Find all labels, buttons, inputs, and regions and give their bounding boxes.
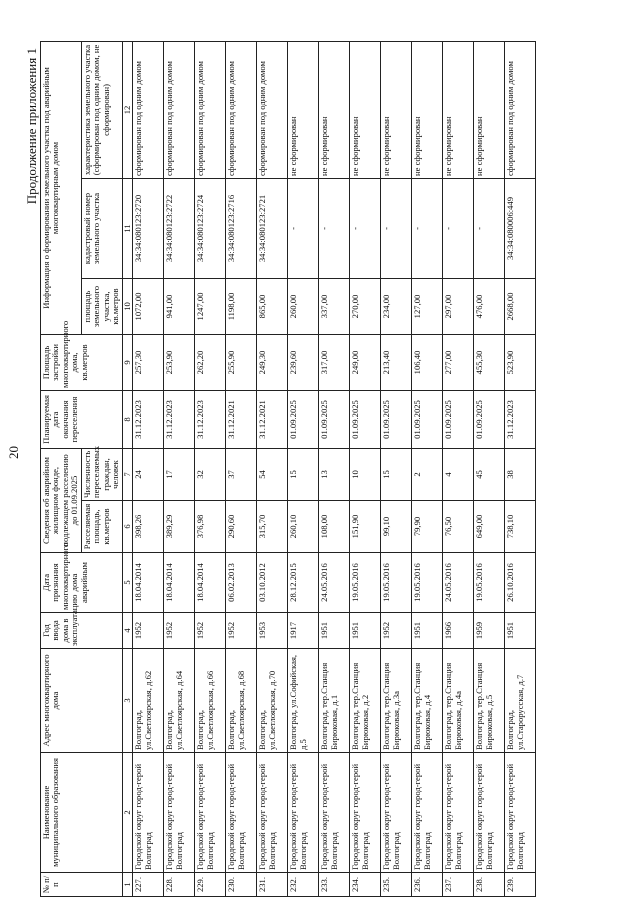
table-row — [288, 41, 319, 896]
cadastral-cell: 34:34:080123:2721 — [257, 178, 288, 278]
building-area-cell: 106,40 — [412, 334, 443, 390]
resettle-area-cell: 79,90 — [412, 501, 443, 553]
table-row — [319, 41, 350, 896]
cadastral-cell: - — [381, 178, 412, 278]
land-area-cell: 476,00 — [474, 278, 505, 334]
resettle-people-cell: 37 — [226, 448, 257, 500]
address-cell: Волгоград, тер.Станция Бирюковая, д.4а — [443, 649, 474, 753]
cadastral-cell: - — [474, 178, 505, 278]
municipality-cell: Городской округ город-герой Волгоград — [443, 753, 474, 873]
resettle-people-cell: 10 — [350, 448, 381, 500]
resettle-area-cell: 649,00 — [474, 501, 505, 553]
cadastral-cell: - — [350, 178, 381, 278]
resettle-people-cell: 15 — [381, 448, 412, 500]
date-recognized-cell: 03.10.2012 — [257, 553, 288, 613]
resettle-area-cell: 151,90 — [350, 501, 381, 553]
resettle-area-cell: 376,98 — [195, 501, 226, 553]
header-resettle-group: Сведения об аварийном жилищном фонде, подлежащем расселению до 01.09.2025 — [41, 448, 82, 552]
header-building-area: Площадь застройки многоквартирного дома, кв.метров — [41, 334, 123, 390]
building-area-cell: 255,90 — [226, 334, 257, 390]
municipality-cell: Городской округ город-герой Волгоград — [505, 753, 536, 873]
table-row — [474, 41, 505, 896]
resettle-people-cell: 13 — [319, 448, 350, 500]
characteristic-cell: не сформирован — [443, 41, 474, 178]
date-recognized-cell: 18.04.2014 — [195, 553, 226, 613]
building-area-cell: 277,00 — [443, 334, 474, 390]
resettle-people-cell: 32 — [195, 448, 226, 500]
address-cell: Волгоград, ул.Светлоярская, д.70 — [257, 649, 288, 753]
building-area-cell: 257,30 — [133, 334, 164, 390]
row-number: 230. — [226, 873, 257, 897]
column-numbers-row — [122, 41, 132, 896]
resettle-people-cell: 2 — [412, 448, 443, 500]
year-cell: 1951 — [412, 613, 443, 649]
table-row — [226, 41, 257, 896]
characteristic-cell: не сформирован — [288, 41, 319, 178]
characteristic-cell: не сформирован — [474, 41, 505, 178]
row-number: 233. — [319, 873, 350, 897]
address-cell: Волгоград, тер.Станция Бирюковая, д.1 — [319, 649, 350, 753]
year-cell: 1952 — [164, 613, 195, 649]
resettle-area-cell: 76,50 — [443, 501, 474, 553]
resettle-people-cell: 45 — [474, 448, 505, 500]
header-characteristic: характеристика земельного участка (сформирован под одним домом, не сформирован) — [81, 41, 122, 178]
column-number: 11 — [122, 178, 132, 278]
address-cell: Волгоград, тер.Станция Бирюковая, д.5 — [474, 649, 505, 753]
municipality-cell: Городской округ город-герой Волгоград — [257, 753, 288, 873]
land-area-cell: 941,00 — [164, 278, 195, 334]
municipality-cell: Городской округ город-герой Волгоград — [319, 753, 350, 873]
header-land-group: Информация о формировании земельного участка под аварийным многоквартирным домом — [41, 41, 82, 334]
column-number: 4 — [122, 613, 132, 649]
table-row — [164, 41, 195, 896]
date-recognized-cell: 19.05.2016 — [412, 553, 443, 613]
building-area-cell: 523,90 — [505, 334, 536, 390]
planned-end-cell: 01.09.2025 — [381, 390, 412, 448]
header-num: № п/п — [41, 873, 123, 897]
year-cell: 1952 — [381, 613, 412, 649]
table-body — [133, 41, 536, 896]
cadastral-cell: 34:34:080123:2722 — [164, 178, 195, 278]
municipality-cell: Городской округ город-герой Волгоград — [288, 753, 319, 873]
emergency-housing-table — [40, 41, 536, 897]
address-cell: Волгоград, ул.Софийская, д.5 — [288, 649, 319, 753]
table-row — [412, 41, 443, 896]
resettle-people-cell: 38 — [505, 448, 536, 500]
table-row — [381, 41, 412, 896]
address-cell: Волгоград, тер.Станция Бирюковая, д.3а — [381, 649, 412, 753]
cadastral-cell: 34:34:080123:2724 — [195, 178, 226, 278]
resettle-area-cell: 315,70 — [257, 501, 288, 553]
resettle-area-cell: 260,10 — [288, 501, 319, 553]
land-area-cell: 865,00 — [257, 278, 288, 334]
row-number: 234. — [350, 873, 381, 897]
land-area-cell: 1072,00 — [133, 278, 164, 334]
address-cell: Волгоград, тер.Станция Бирюковая, д.4 — [412, 649, 443, 753]
building-area-cell: 213,40 — [381, 334, 412, 390]
table-row — [195, 41, 226, 896]
address-cell: Волгоград, ул.Светлоярская, д.62 — [133, 649, 164, 753]
municipality-cell: Городской округ город-герой Волгоград — [412, 753, 443, 873]
header-planned-end: Планируемая дата окончания переселения — [41, 390, 123, 448]
table-row — [443, 41, 474, 896]
column-number: 10 — [122, 278, 132, 334]
building-area-cell: 239,60 — [288, 334, 319, 390]
municipality-cell: Городской округ город-герой Волгоград — [474, 753, 505, 873]
planned-end-cell: 31.12.2023 — [195, 390, 226, 448]
building-area-cell: 249,30 — [257, 334, 288, 390]
header-address: Адрес многоквартирного дома — [41, 649, 123, 753]
header-resettle-area: Расселяемая площадь, кв.метров — [81, 501, 122, 553]
planned-end-cell: 01.09.2025 — [474, 390, 505, 448]
year-cell: 1959 — [474, 613, 505, 649]
row-number: 237. — [443, 873, 474, 897]
column-number: 2 — [122, 753, 132, 873]
characteristic-cell: сформирован под одним домом — [257, 41, 288, 178]
cadastral-cell: - — [443, 178, 474, 278]
row-number: 236. — [412, 873, 443, 897]
land-area-cell: 270,00 — [350, 278, 381, 334]
land-area-cell: 260,00 — [288, 278, 319, 334]
date-recognized-cell: 19.05.2016 — [474, 553, 505, 613]
resettle-people-cell: 17 — [164, 448, 195, 500]
resettle-people-cell: 15 — [288, 448, 319, 500]
year-cell: 1966 — [443, 613, 474, 649]
municipality-cell: Городской округ город-герой Волгоград — [226, 753, 257, 873]
resettle-area-cell: 290,60 — [226, 501, 257, 553]
land-area-cell: 127,00 — [412, 278, 443, 334]
planned-end-cell: 01.09.2025 — [319, 390, 350, 448]
characteristic-cell: сформирован под одним домом — [164, 41, 195, 178]
header-municipality: Наименование муниципального образования — [41, 753, 123, 873]
date-recognized-cell: 18.04.2014 — [133, 553, 164, 613]
column-number: 1 — [122, 873, 132, 897]
column-number: 3 — [122, 649, 132, 753]
planned-end-cell: 31.12.2021 — [257, 390, 288, 448]
resettle-area-cell: 398,26 — [133, 501, 164, 553]
characteristic-cell: не сформирован — [412, 41, 443, 178]
land-area-cell: 234,00 — [381, 278, 412, 334]
address-cell: Волгоград, ул.Старорусская, д.7 — [505, 649, 536, 753]
date-recognized-cell: 28.12.2015 — [288, 553, 319, 613]
cadastral-cell: 34:34:080123:2716 — [226, 178, 257, 278]
building-area-cell: 317,00 — [319, 334, 350, 390]
planned-end-cell: 01.09.2025 — [288, 390, 319, 448]
resettle-people-cell: 24 — [133, 448, 164, 500]
year-cell: 1951 — [505, 613, 536, 649]
table-row — [257, 41, 288, 896]
year-cell: 1952 — [226, 613, 257, 649]
municipality-cell: Городской округ город-герой Волгоград — [133, 753, 164, 873]
address-cell: Волгоград, ул.Светлоярская, д.66 — [195, 649, 226, 753]
year-cell: 1951 — [319, 613, 350, 649]
cadastral-cell: 34:34:080123:2720 — [133, 178, 164, 278]
appendix-caption: Продолжение приложения 1 — [24, 48, 39, 205]
date-recognized-cell: 24.05.2016 — [319, 553, 350, 613]
column-number: 8 — [122, 390, 132, 448]
column-number: 7 — [122, 448, 132, 500]
date-recognized-cell: 19.05.2016 — [381, 553, 412, 613]
planned-end-cell: 31.12.2023 — [505, 390, 536, 448]
characteristic-cell: не сформирован — [381, 41, 412, 178]
planned-end-cell: 31.12.2021 — [226, 390, 257, 448]
resettle-area-cell: 389,29 — [164, 501, 195, 553]
table-row — [350, 41, 381, 896]
planned-end-cell: 01.09.2025 — [443, 390, 474, 448]
header-year: Год ввода дома в эксплуатацию — [41, 613, 123, 649]
resettle-people-cell: 4 — [443, 448, 474, 500]
land-area-cell: 1247,00 — [195, 278, 226, 334]
row-number: 238. — [474, 873, 505, 897]
cadastral-cell: - — [319, 178, 350, 278]
resettle-area-cell: 738,10 — [505, 501, 536, 553]
building-area-cell: 249,00 — [350, 334, 381, 390]
row-number: 239. — [505, 873, 536, 897]
date-recognized-cell: 19.05.2016 — [350, 553, 381, 613]
building-area-cell: 262,20 — [195, 334, 226, 390]
characteristic-cell: не сформирован — [319, 41, 350, 178]
row-number: 228. — [164, 873, 195, 897]
year-cell: 1917 — [288, 613, 319, 649]
municipality-cell: Городской округ город-герой Волгоград — [381, 753, 412, 873]
cadastral-cell: 34:34:080006:449 — [505, 178, 536, 278]
municipality-cell: Городской округ город-герой Волгоград — [350, 753, 381, 873]
header-land-area: площадь земельного участка, кв.метров — [81, 278, 122, 334]
column-number: 5 — [122, 553, 132, 613]
address-cell: Волгоград, тер.Станция Бирюковая, д.2 — [350, 649, 381, 753]
building-area-cell: 253,90 — [164, 334, 195, 390]
characteristic-cell: сформирован под одним домом — [133, 41, 164, 178]
characteristic-cell: не сформирован — [350, 41, 381, 178]
header-cadastral: кадастровый номер земельного участка — [81, 178, 122, 278]
table-row — [505, 41, 536, 896]
date-recognized-cell: 26.10.2016 — [505, 553, 536, 613]
cadastral-cell: - — [288, 178, 319, 278]
page-number: 20 — [6, 446, 21, 459]
land-area-cell: 2668,00 — [505, 278, 536, 334]
year-cell: 1952 — [195, 613, 226, 649]
table-row — [133, 41, 164, 896]
resettle-area-cell: 99,10 — [381, 501, 412, 553]
date-recognized-cell: 18.04.2014 — [164, 553, 195, 613]
column-number: 6 — [122, 501, 132, 553]
characteristic-cell: сформирован под одним домом — [195, 41, 226, 178]
land-area-cell: 337,00 — [319, 278, 350, 334]
column-number: 12 — [122, 41, 132, 178]
row-number: 229. — [195, 873, 226, 897]
row-number: 231. — [257, 873, 288, 897]
planned-end-cell: 01.09.2025 — [412, 390, 443, 448]
municipality-cell: Городской округ город-герой Волгоград — [195, 753, 226, 873]
resettle-people-cell: 54 — [257, 448, 288, 500]
date-recognized-cell: 24.05.2016 — [443, 553, 474, 613]
land-area-cell: 297,00 — [443, 278, 474, 334]
planned-end-cell: 01.09.2025 — [350, 390, 381, 448]
planned-end-cell: 31.12.2023 — [133, 390, 164, 448]
date-recognized-cell: 06.02.2013 — [226, 553, 257, 613]
year-cell: 1952 — [133, 613, 164, 649]
header-date-recognized: Дата признания многоквартирного дома аварийным — [41, 553, 123, 613]
header-resettle-people: Численность переселяемых граждан, человек — [81, 448, 122, 500]
characteristic-cell: сформирован под одним домом — [226, 41, 257, 178]
planned-end-cell: 31.12.2023 — [164, 390, 195, 448]
resettle-area-cell: 108,00 — [319, 501, 350, 553]
municipality-cell: Городской округ город-герой Волгоград — [164, 753, 195, 873]
row-number: 227. — [133, 873, 164, 897]
year-cell: 1953 — [257, 613, 288, 649]
address-cell: Волгоград, ул.Светлоярская, д.64 — [164, 649, 195, 753]
row-number: 232. — [288, 873, 319, 897]
address-cell: Волгоград, ул.Светлоярская, д.68 — [226, 649, 257, 753]
year-cell: 1951 — [350, 613, 381, 649]
row-number: 235. — [381, 873, 412, 897]
cadastral-cell: - — [412, 178, 443, 278]
column-number: 9 — [122, 334, 132, 390]
characteristic-cell: сформирован под одним домом — [505, 41, 536, 178]
building-area-cell: 455,30 — [474, 334, 505, 390]
land-area-cell: 1198,00 — [226, 278, 257, 334]
